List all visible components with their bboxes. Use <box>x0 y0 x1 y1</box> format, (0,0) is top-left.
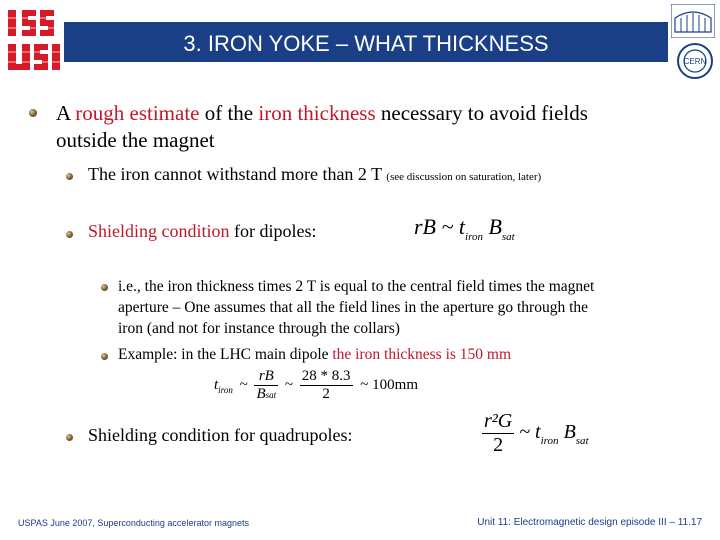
bullet-icon <box>66 434 73 441</box>
dipole-shielding-formula <box>414 214 515 243</box>
formula-rhs: B <box>563 421 576 444</box>
formula-fraction <box>482 410 514 457</box>
text-run: necessary to avoid fields <box>375 101 588 125</box>
bullet-1-line-2: outside the magnet <box>56 128 215 152</box>
cern-logo-text: CERN <box>683 57 707 66</box>
highlight-iron-thickness: iron thickness <box>258 101 376 125</box>
fraction-denominator: B <box>256 386 266 402</box>
formula-sub: sat <box>265 390 277 400</box>
bullet-2 <box>88 163 541 188</box>
formula-sub: iron <box>465 231 483 243</box>
bullet-icon <box>101 284 108 291</box>
text-run: of the <box>199 101 259 125</box>
uspas-logo <box>4 4 64 76</box>
formula-sub: sat <box>501 231 515 243</box>
fraction-numerator: 28 * 8.3 <box>301 368 351 384</box>
quadrupole-shielding-formula <box>482 410 589 457</box>
text-run: A <box>56 101 76 125</box>
fraction-numerator: rB <box>254 368 278 386</box>
formula-sub: iron <box>540 435 559 448</box>
lhc-thickness-formula <box>214 368 418 403</box>
formula-sub: sat <box>575 435 589 448</box>
text-run: for dipoles: <box>229 221 317 241</box>
formula-fraction-2 <box>300 368 353 403</box>
formula-fraction-1 <box>254 368 278 403</box>
slide-title: 3. IRON YOKE – WHAT THICKNESS <box>183 31 549 56</box>
building-logo <box>671 4 715 38</box>
formula-approx: ~ <box>284 376 294 393</box>
footer-course: USPAS June 2007, Superconducting accelerator magnets <box>18 518 249 528</box>
bullet-4-line-1: i.e., the iron thickness times 2 T is equal to the central field times the magnet <box>118 278 595 295</box>
bullet-5 <box>118 344 511 365</box>
saturation-note: (see discussion on saturation, later) <box>386 171 542 183</box>
formula-approx: ~ <box>239 376 248 393</box>
fraction-denominator: 2 <box>322 386 330 402</box>
text-run: Example: in the LHC main dipole <box>118 346 333 363</box>
bullet-4-line-2: aperture – One assumes that all the field lines in the aperture go through the <box>118 299 589 316</box>
highlight-shielding-condition: Shielding condition <box>88 221 230 241</box>
formula-approx: ~ t <box>519 421 541 444</box>
text-run: The iron cannot withstand more than 2 T <box>88 164 387 184</box>
fraction-numerator: r²G <box>484 410 513 432</box>
footer-page: Unit 11: Electromagnetic design episode III – 11.17 <box>477 517 702 528</box>
formula-rhs: B <box>488 214 502 239</box>
highlight-rough-estimate: rough estimate <box>75 101 200 125</box>
bullet-6: Shielding condition for quadrupoles: <box>88 425 353 445</box>
formula-lhs: rB ~ t <box>414 214 466 239</box>
bullet-icon <box>101 353 108 360</box>
fraction-denominator: 2 <box>493 434 504 456</box>
bullet-3 <box>88 220 317 242</box>
bullet-icon <box>66 231 73 238</box>
bullet-4-line-3: iron (and not for instance through the collars) <box>118 320 400 337</box>
bullet-icon <box>29 109 37 117</box>
bullet-1-line-1 <box>56 100 588 126</box>
formula-result: ~ 100mm <box>360 376 418 393</box>
formula-sub: iron <box>218 384 233 395</box>
cern-logo <box>676 42 714 80</box>
highlight-iron-thickness-150: the iron thickness is 150 mm <box>332 346 512 363</box>
formula-t: t <box>214 376 219 393</box>
bullet-icon <box>66 173 73 180</box>
